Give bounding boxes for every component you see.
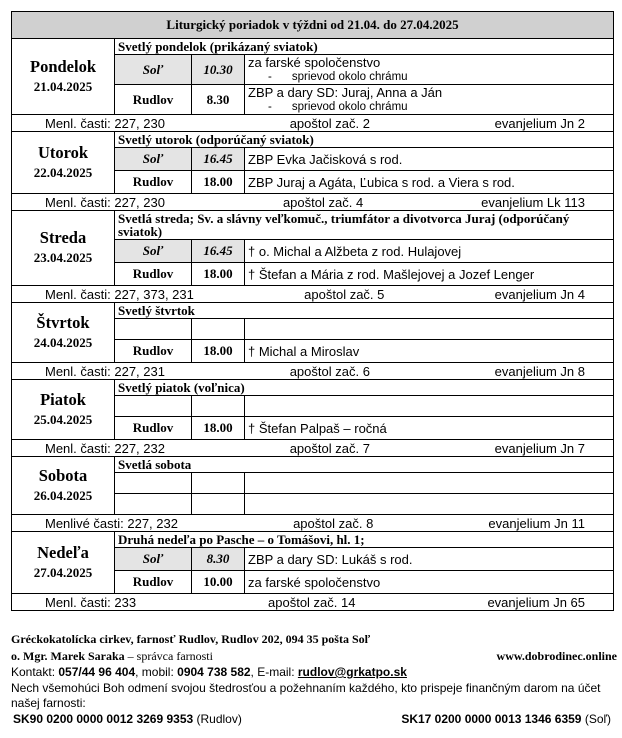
readings-apostol: apoštol zač. 4 bbox=[282, 194, 364, 210]
service-intention bbox=[245, 417, 614, 440]
day-date: 22.04.2025 bbox=[33, 164, 93, 180]
service-time: 8.30 bbox=[192, 85, 245, 115]
service-time: 10.00 bbox=[192, 571, 245, 594]
readings-apostol: apoštol zač. 7 bbox=[289, 440, 370, 456]
day-date: 21.04.2025 bbox=[33, 78, 93, 94]
email-link[interactable]: rudlov@grkatpo.sk bbox=[297, 665, 407, 679]
intention-text: ZBP a dary SD: Lukáš s rod. bbox=[248, 551, 413, 567]
service-place: Rudlov bbox=[115, 340, 192, 363]
admin-role: – správca farnosti bbox=[124, 648, 213, 663]
intention-text: za farské spoločenstvo bbox=[248, 574, 381, 590]
intention-text: ZBP a dary SD: Juraj, Anna a Ján bbox=[248, 85, 443, 100]
feast-title: Svetlý pondelok (prikázaný sviatok) bbox=[115, 39, 614, 55]
day-cell bbox=[12, 303, 115, 363]
service-place: Rudlov bbox=[115, 417, 192, 440]
day-date: 24.04.2025 bbox=[33, 334, 93, 350]
service-place: Rudlov bbox=[115, 571, 192, 594]
day-date: 25.04.2025 bbox=[33, 411, 93, 427]
readings-menl: Menl. časti: 233 bbox=[45, 594, 137, 610]
account-rudlov: SK90 0200 0000 0012 3269 9353 (Rudlov) bbox=[13, 711, 242, 726]
service-time bbox=[192, 396, 245, 417]
day-cell bbox=[12, 211, 115, 286]
day-date: 27.04.2025 bbox=[33, 564, 93, 580]
service-time: 16.45 bbox=[192, 240, 245, 263]
phone: 057/44 96 404 bbox=[58, 665, 136, 679]
service-time: 16.45 bbox=[192, 148, 245, 171]
feast-title: Svetlá sobota bbox=[115, 457, 614, 473]
readings-apostol: apoštol zač. 2 bbox=[289, 115, 370, 131]
day-feast-row bbox=[12, 132, 614, 148]
intention-text: ZBP Juraj a Agáta, Ľubica s rod. a Viera s rod. bbox=[248, 174, 515, 190]
readings-apostol: apoštol zač. 8 bbox=[293, 515, 374, 531]
readings-evanjelium: evanjelium Jn 7 bbox=[494, 440, 585, 456]
day-name: Piatok bbox=[40, 389, 86, 409]
service-intention bbox=[245, 55, 614, 85]
readings-menl: Menl. časti: 227, 373, 231 bbox=[45, 286, 194, 302]
schedule-table bbox=[11, 11, 614, 611]
account-sol: SK17 0200 0000 0013 1346 6359 (Soľ) bbox=[401, 711, 611, 726]
intention-note: - sprievod okolo chrámu bbox=[268, 71, 408, 83]
service-intention bbox=[245, 340, 614, 363]
readings-row bbox=[12, 194, 614, 211]
readings-cell bbox=[12, 115, 614, 132]
readings-cell bbox=[12, 440, 614, 457]
intention-text: † Michal a Miroslav bbox=[248, 343, 360, 359]
service-place: Soľ bbox=[115, 148, 192, 171]
service-time: 10.30 bbox=[192, 55, 245, 85]
service-time bbox=[192, 319, 245, 340]
day-name: Štvrtok bbox=[36, 312, 90, 332]
service-place bbox=[115, 494, 192, 515]
readings-cell bbox=[12, 594, 614, 611]
donation-note: Nech všemohúci Boh odmení svojou štedrosťou a požehnaním každého, kto prispeje finančným darom na účet našej farnosti: bbox=[11, 680, 601, 710]
readings-evanjelium: evanjelium Jn 4 bbox=[494, 286, 585, 302]
readings-cell bbox=[12, 363, 614, 380]
readings-menl: Menlivé časti: 227, 232 bbox=[45, 515, 178, 531]
service-place: Soľ bbox=[115, 240, 192, 263]
readings-apostol: apoštol zač. 5 bbox=[304, 286, 385, 302]
service-place: Soľ bbox=[115, 548, 192, 571]
service-place: Rudlov bbox=[115, 171, 192, 194]
day-cell bbox=[12, 532, 115, 594]
readings-row bbox=[12, 115, 614, 132]
day-feast-row bbox=[12, 211, 614, 240]
service-intention bbox=[245, 494, 614, 515]
service-time bbox=[192, 494, 245, 515]
intention-text: ZBP Evka Jačisková s rod. bbox=[248, 151, 403, 167]
service-place bbox=[115, 396, 192, 417]
website-link[interactable]: www.dobrodinec.online bbox=[496, 648, 617, 663]
intention-text: † o. Michal a Alžbeta z rod. Hulajovej bbox=[248, 243, 462, 259]
day-feast-row bbox=[12, 303, 614, 319]
service-intention bbox=[245, 396, 614, 417]
day-name: Nedeľa bbox=[37, 542, 89, 562]
note-bullet: - bbox=[268, 101, 272, 113]
intention-note: - sprievod okolo chrámu bbox=[268, 101, 408, 113]
administrator bbox=[11, 648, 213, 665]
readings-cell bbox=[12, 194, 614, 211]
intention-text: za farské spoločenstvo bbox=[248, 55, 381, 70]
service-time: 18.00 bbox=[192, 340, 245, 363]
feast-title: Svetlý štvrtok bbox=[115, 303, 614, 319]
readings-row bbox=[12, 440, 614, 457]
service-place: Soľ bbox=[115, 55, 192, 85]
day-feast-row bbox=[12, 457, 614, 473]
service-place: Rudlov bbox=[115, 85, 192, 115]
admin-name: o. Mgr. Marek Saraka bbox=[11, 648, 125, 663]
day-feast-row bbox=[12, 380, 614, 396]
readings-evanjelium: evanjelium Lk 113 bbox=[481, 194, 585, 210]
footer bbox=[11, 631, 617, 727]
readings-menl: Menl. časti: 227, 230 bbox=[45, 194, 165, 210]
service-intention bbox=[245, 85, 614, 115]
readings-row bbox=[12, 515, 614, 532]
parish-address: Gréckokatolícka cirkev, farnosť Rudlov, Rudlov 202, 094 35 pošta Soľ bbox=[11, 632, 371, 646]
day-name: Sobota bbox=[38, 465, 88, 485]
readings-menl: Menl. časti: 227, 231 bbox=[45, 363, 165, 379]
day-name: Utorok bbox=[37, 142, 89, 162]
service-intention bbox=[245, 319, 614, 340]
readings-menl: Menl. časti: 227, 230 bbox=[45, 115, 165, 131]
readings-apostol: apoštol zač. 6 bbox=[289, 363, 370, 379]
service-intention bbox=[245, 171, 614, 194]
service-place bbox=[115, 473, 192, 494]
feast-title: Svetlý piatok (voľnica) bbox=[115, 380, 614, 396]
readings-evanjelium: evanjelium Jn 8 bbox=[494, 363, 585, 379]
day-feast-row bbox=[12, 532, 614, 548]
service-intention bbox=[245, 263, 614, 286]
service-intention bbox=[245, 473, 614, 494]
service-place bbox=[115, 319, 192, 340]
readings-row bbox=[12, 363, 614, 380]
contact-line: Kontakt: 057/44 96 404, mobil: 0904 738 582, E-mail: rudlov@grkatpo.sk bbox=[11, 665, 407, 679]
feast-title: Druhá nedeľa po Pasche – o Tomášovi, hl. 1; bbox=[115, 532, 614, 548]
mobile: 0904 738 582 bbox=[177, 665, 251, 679]
feast-title: Svetlá streda; Sv. a slávny veľkomuč., triumfátor a divotvorca Juraj (odporúčaný sviatok) bbox=[115, 211, 614, 240]
note-bullet: - bbox=[268, 71, 272, 83]
service-time: 18.00 bbox=[192, 263, 245, 286]
readings-cell bbox=[12, 286, 614, 303]
day-date: 23.04.2025 bbox=[33, 250, 93, 265]
intention-text: † Štefan Palpaš – ročná bbox=[248, 420, 387, 436]
day-date: 26.04.2025 bbox=[33, 487, 93, 503]
service-time: 18.00 bbox=[192, 417, 245, 440]
day-name: Pondelok bbox=[29, 56, 97, 76]
page-title: Liturgický poriadok v týždni od 21.04. do 27.04.2025 bbox=[12, 12, 614, 39]
readings-cell bbox=[12, 515, 614, 532]
readings-row bbox=[12, 594, 614, 611]
intention-text: † Štefan a Mária z rod. Mašlejovej a Jozef Lenger bbox=[248, 266, 535, 282]
readings-evanjelium: evanjelium Jn 2 bbox=[494, 115, 585, 131]
readings-menl: Menl. časti: 227, 232 bbox=[45, 440, 165, 456]
service-intention bbox=[245, 240, 614, 263]
day-feast-row bbox=[12, 39, 614, 55]
feast-title: Svetlý utorok (odporúčaný sviatok) bbox=[115, 132, 614, 148]
readings-evanjelium: evanjelium Jn 65 bbox=[487, 594, 585, 610]
service-time bbox=[192, 473, 245, 494]
day-cell bbox=[12, 380, 115, 440]
service-intention bbox=[245, 148, 614, 171]
service-time: 8.30 bbox=[192, 548, 245, 571]
day-cell bbox=[12, 39, 115, 115]
readings-apostol: apoštol zač. 14 bbox=[268, 594, 356, 610]
day-name: Streda bbox=[39, 228, 87, 247]
service-place: Rudlov bbox=[115, 263, 192, 286]
day-cell bbox=[12, 132, 115, 194]
service-intention bbox=[245, 571, 614, 594]
readings-row bbox=[12, 286, 614, 303]
day-cell bbox=[12, 457, 115, 515]
service-intention bbox=[245, 548, 614, 571]
readings-evanjelium: evanjelium Jn 11 bbox=[488, 515, 585, 531]
service-time: 18.00 bbox=[192, 171, 245, 194]
